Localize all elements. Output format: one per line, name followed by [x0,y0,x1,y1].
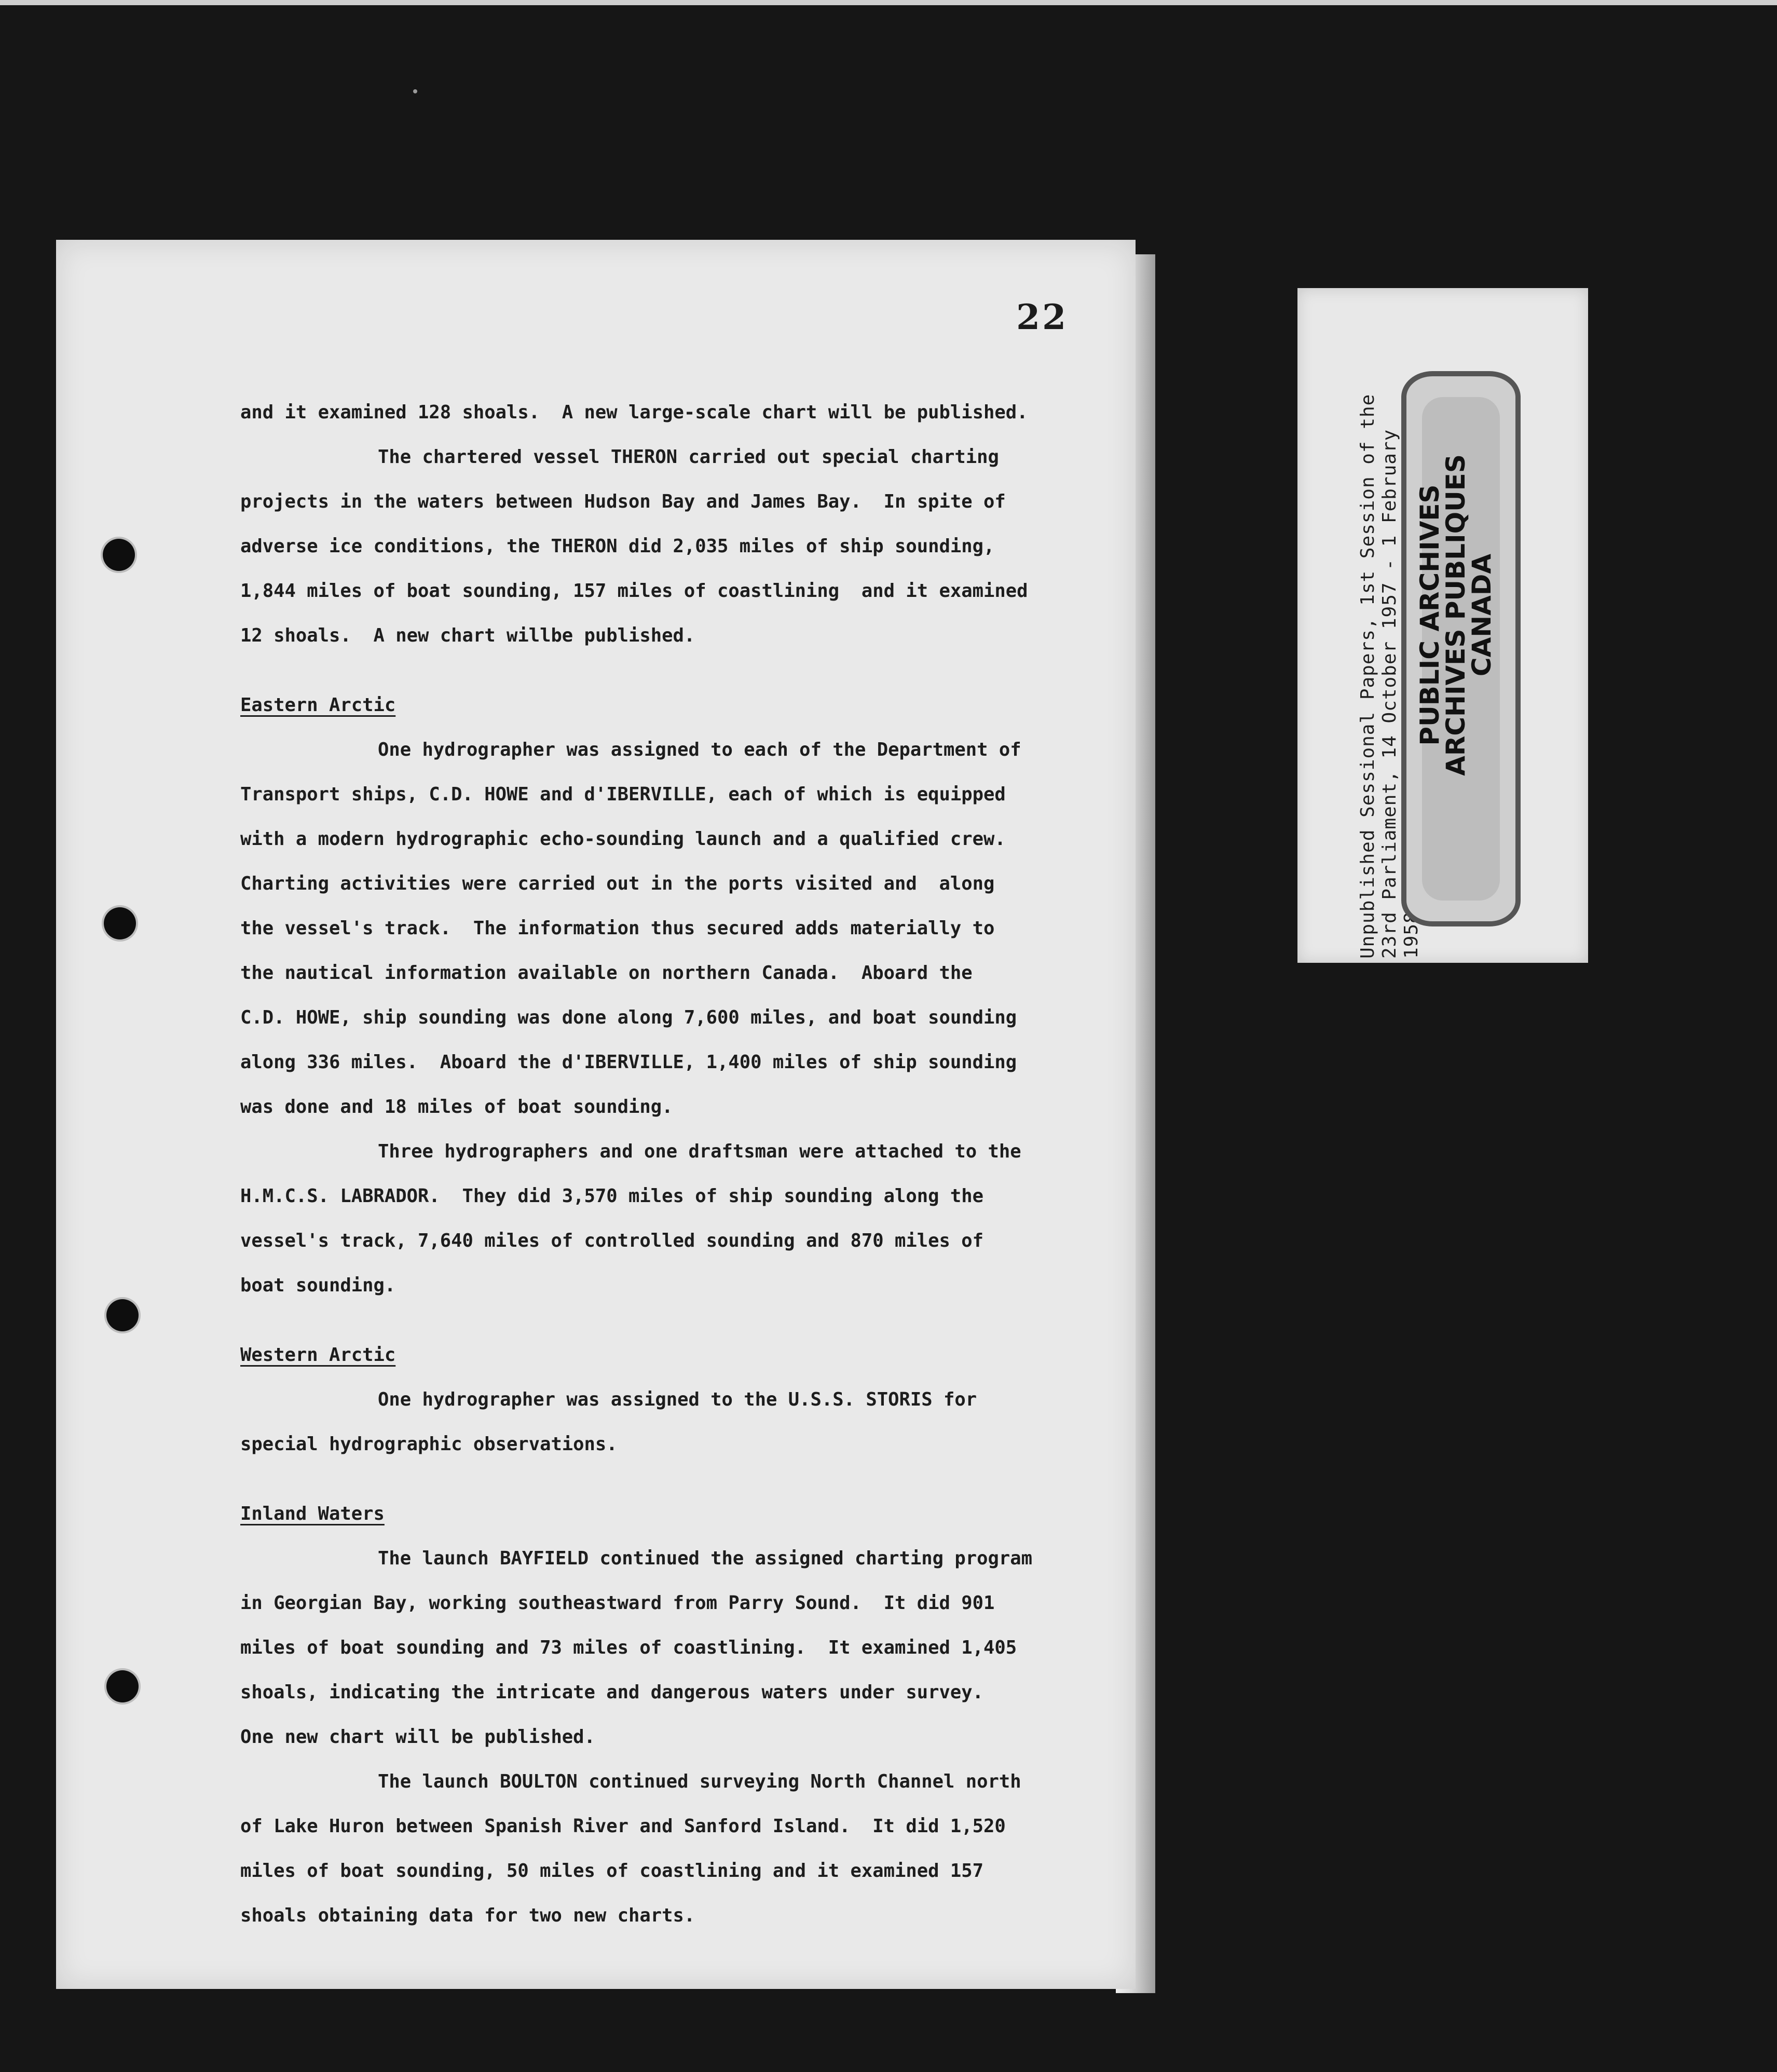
document-page [56,240,1136,1989]
text-line: The launch BOULTON continued surveying North Channel north [378,1771,1021,1792]
punch-hole [106,1670,139,1702]
punch-hole [104,907,136,939]
text-line: vessel's track, 7,640 miles of controlled sounding and 870 miles of [240,1230,983,1251]
text-line: Transport ships, C.D. HOWE and d'IBERVILLE, each of which is equipped [240,784,1006,805]
citation-line: Unpublished Sessional Papers, 1st Session of the [1357,393,1378,959]
section-heading: Inland Waters [240,1503,385,1524]
text-line: One hydrographer was assigned to each of the Department of [378,739,1021,760]
scan-frame-edge [0,0,1777,5]
page-number: 22 [1016,297,1068,337]
text-line: One hydrographer was assigned to the U.S.S. STORIS for [378,1389,977,1410]
text-line: projects in the waters between Hudson Bay and James Bay. In spite of [240,491,1006,512]
text-line: was done and 18 miles of boat sounding. [240,1096,673,1117]
paragraph-gap [240,1308,1102,1333]
text-line: 12 shoals. A new chart willbe published. [240,625,695,646]
punch-hole [103,539,135,571]
text-line: the nautical information available on northern Canada. Aboard the [240,962,973,984]
text-line: miles of boat sounding and 73 miles of coastlining. It examined 1,405 [240,1637,1017,1658]
text-line: shoals obtaining data for two new charts. [240,1905,695,1926]
archive-label [1297,288,1588,963]
text-line: shoals, indicating the intricate and dangerous waters under survey. [240,1682,983,1703]
paragraph-gap [240,1467,1102,1492]
archives-stamp [1401,371,1521,926]
text-line: with a modern hydrographic echo-sounding launch and a qualified crew. [240,828,1006,850]
citation-line: 23rd Parliament, 14 October 1957 - 1 February [1379,429,1400,959]
text-line: of Lake Huron between Spanish River and Sanford Island. It did 1,520 [240,1816,1006,1837]
text-line: the vessel's track. The information thus secured adds materially to [240,918,995,939]
text-line: Three hydrographers and one draftsman were attached to the [378,1141,1021,1162]
stamp-line: PUBLIC ARCHIVES [1415,484,1445,746]
text-line: Charting activities were carried out in the ports visited and along [240,873,995,894]
text-line: H.M.C.S. LABRADOR. They did 3,570 miles of ship sounding along the [240,1185,983,1207]
text-line: The chartered vessel THERON carried out special charting [378,446,999,468]
section-heading: Eastern Arctic [240,694,396,716]
text-line: and it examined 128 shoals. A new large-scale chart will be published. [240,402,1028,423]
stamp-line: CANADA [1467,553,1497,677]
text-line: The launch BAYFIELD continued the assigned charting program [378,1548,1032,1569]
stamp-text [1417,402,1531,828]
document-body [240,390,1102,1938]
text-line: boat sounding. [240,1275,396,1296]
punch-hole [106,1299,139,1331]
text-line: 1,844 miles of boat sounding, 157 miles of coastlining and it examined [240,580,1028,602]
text-line: in Georgian Bay, working southeastward from Parry Sound. It did 901 [240,1592,995,1614]
text-line: along 336 miles. Aboard the d'IBERVILLE, 1,400 miles of ship sounding [240,1052,1017,1073]
section-heading: Western Arctic [240,1344,396,1366]
text-line: One new chart will be published. [240,1726,595,1748]
text-line: miles of boat sounding, 50 miles of coastlining and it examined 157 [240,1860,983,1882]
stamp-line: ARCHIVES PUBLIQUES [1441,454,1471,776]
paragraph-gap [240,658,1102,683]
dust-speck [413,89,417,93]
text-line: adverse ice conditions, the THERON did 2,035 miles of ship sounding, [240,536,995,557]
text-line: C.D. HOWE, ship sounding was done along 7,600 miles, and boat sounding [240,1007,1017,1028]
text-line: special hydrographic observations. [240,1434,618,1455]
